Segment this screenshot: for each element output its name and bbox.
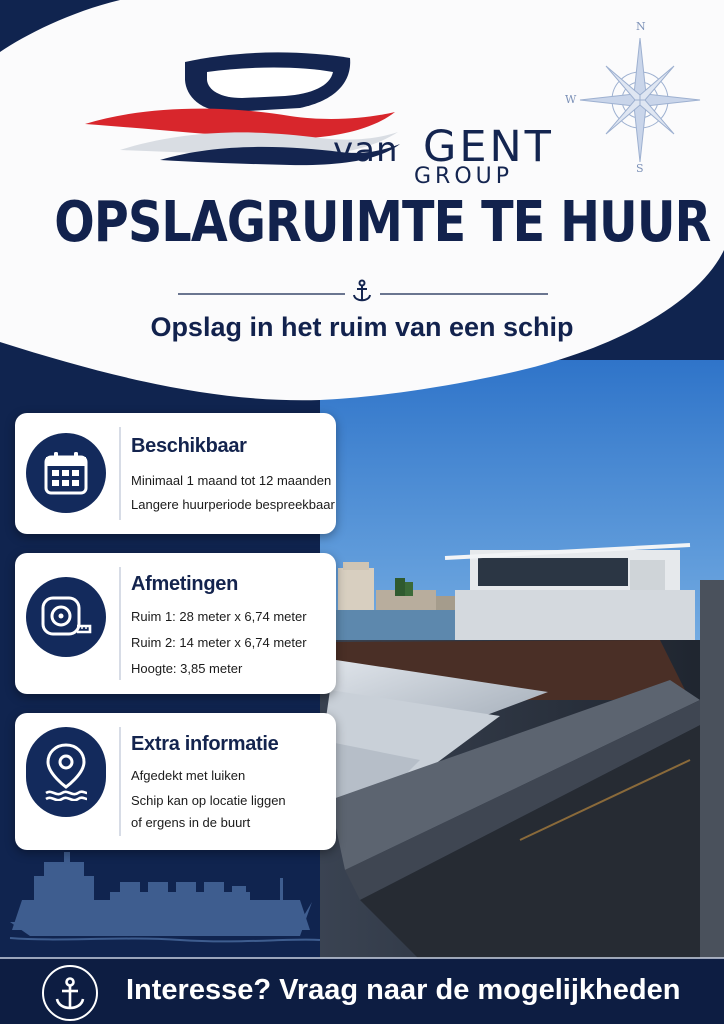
- card-availability: [15, 413, 336, 534]
- card-line: Minimaal 1 maand tot 12 maanden: [131, 473, 332, 488]
- compass-w-label: W: [565, 93, 577, 106]
- cta-text: Interesse? Vraag naar de mogelijkheden: [126, 974, 681, 1006]
- card-line: Hoogte: 3,85 meter: [131, 661, 243, 676]
- card-line: Ruim 1: 28 meter x 6,74 meter: [131, 609, 307, 624]
- calendar-icon: [26, 433, 106, 513]
- location-pin-icon: [26, 727, 106, 817]
- card-dimensions: [15, 553, 336, 694]
- card-line: Ruim 2: 14 meter x 6,74 meter: [131, 635, 307, 650]
- card-extra-info: [15, 713, 336, 850]
- card-title: Afmetingen: [131, 573, 239, 595]
- logo-text-group: GROUP: [414, 164, 514, 189]
- card-line: Afgedekt met luiken: [131, 768, 246, 783]
- card-line: Langere huurperiode bespreekbaar: [131, 497, 335, 512]
- subtitle: Opslag in het ruim van een schip: [150, 312, 574, 342]
- logo-text-van: van: [333, 130, 399, 170]
- card-title: Beschikbaar: [131, 435, 247, 457]
- compass-s-label: S: [636, 162, 644, 175]
- ship-photo: [320, 360, 724, 960]
- headline: OPSLAGRUIMTE TE HUUR: [54, 190, 711, 255]
- logo-text-gent: GENT: [423, 122, 554, 172]
- tape-measure-icon: [26, 577, 106, 657]
- card-title: Extra informatie: [131, 733, 279, 755]
- card-line: Schip kan op locatie liggen: [131, 793, 286, 808]
- card-line: of ergens in de buurt: [131, 815, 251, 830]
- compass-n-label: N: [636, 20, 646, 33]
